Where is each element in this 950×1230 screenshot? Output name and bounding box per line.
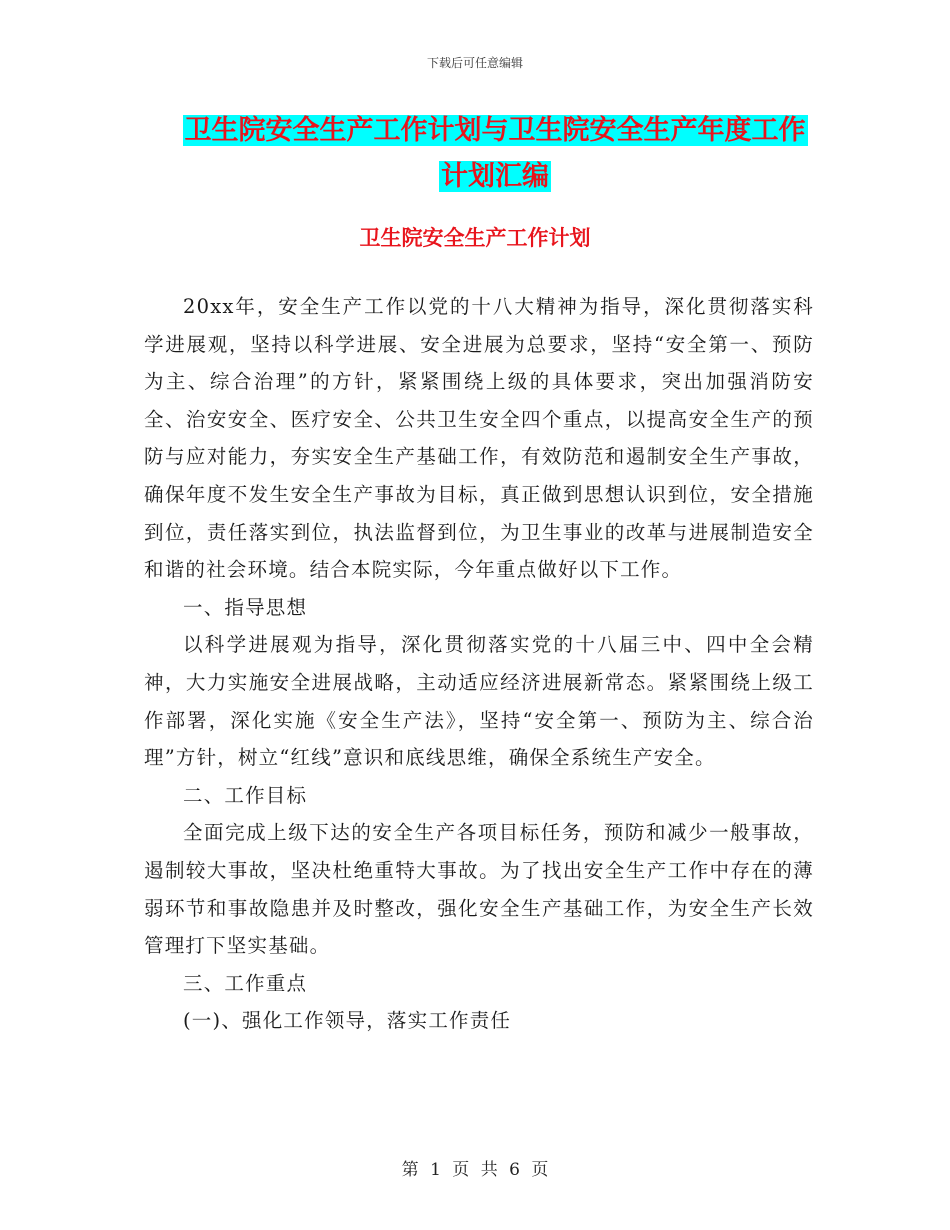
document-body (144, 288, 814, 1040)
subheading-leadership: (一)、强化工作领导，落实工作责任 (183, 1009, 512, 1033)
document-title (150, 108, 840, 200)
paragraph-intro: 20xx年，安全生产工作以党的十八大精神为指导，深化贯彻落实科学进展观，坚持以科学进展、安全进展为总要求，坚持“安全第一、预防为主、综合治理”的方针，紧紧围绕上级的具体要求，突出加强消防安全、治安安全、医疗安全、公共卫生安全四个重点，以提高安全生产的预防与应对能力，夯实安全生产基础工作，有效防范和遏制安全生产事故，确保年度不发生安全生产事故为目标，真正做到思想认识到位，安全措施到位，责任落实到位，执法监督到位，为卫生事业的改革与进展制造安全和谐的社会环境。结合本院实际，今年重点做好以下工作。 (144, 295, 814, 582)
paragraph-guiding-ideology: 以科学进展观为指导，深化贯彻落实党的十八届三中、四中全会精神，大力实施安全进展战略，主动适应经济进展新常态。紧紧围绕上级工作部署，深化实施《安全生产法》，坚持“安全第一、预防为主、综合治理”方针，树立“红线”意识和底线思维，确保全系统生产安全。 (144, 633, 814, 770)
document-title-line1: 卫生院安全生产工作计划与卫生院安全生产年度工作 (184, 115, 806, 146)
header-note: 下载后可任意编辑 (426, 56, 523, 70)
section-title: 卫生院安全生产工作计划 (359, 226, 591, 250)
heading-work-goals: 二、工作目标 (183, 783, 308, 807)
heading-work-focus: 三、工作重点 (183, 971, 308, 995)
page-footer: 第 1 页 共 6 页 (401, 1160, 549, 1180)
document-title-line2: 计划汇编 (441, 161, 549, 192)
paragraph-work-goals: 全面完成上级下达的安全生产各项目标任务，预防和减少一般事故，遏制较大事故，坚决杜绝重特大事故。为了找出安全生产工作中存在的薄弱环节和事故隐患并及时整改，强化安全生产基础工作，为安全生产长效管理打下坚实基础。 (144, 821, 814, 958)
heading-guiding-ideology: 一、指导思想 (183, 595, 308, 619)
